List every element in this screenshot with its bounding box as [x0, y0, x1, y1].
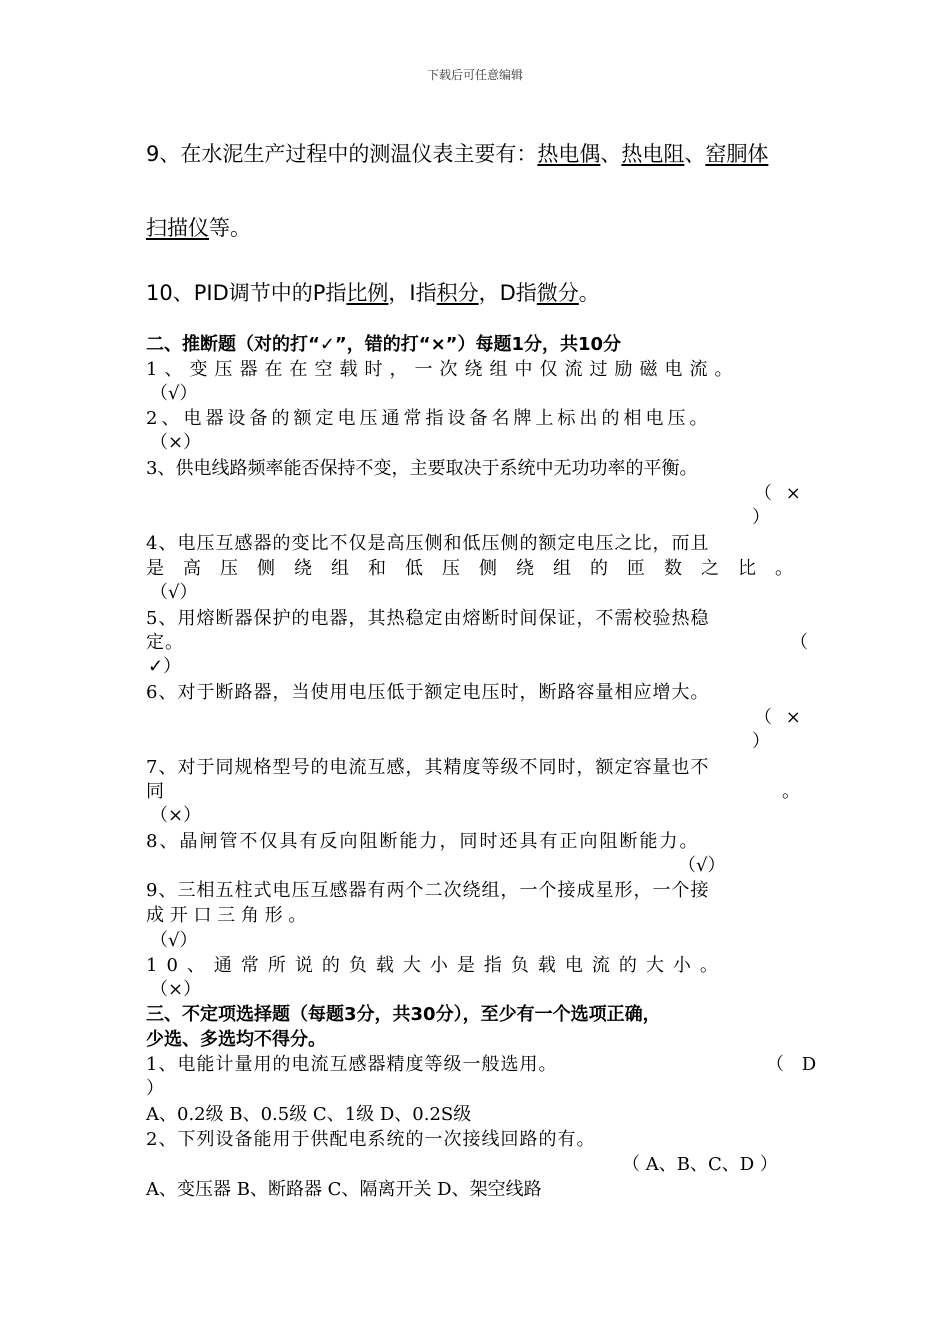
tf-item-9-text-2: 成 开 口 三 角 形 。: [146, 905, 307, 926]
q9-answer-3b: 扫描仪: [146, 216, 209, 240]
tf-item-1-answer: （√）: [150, 383, 198, 404]
q9-answer-1: 热电偶: [537, 142, 601, 166]
mc-q1-answer-close: ）: [146, 1078, 164, 1099]
section-3-title: 三、不定项选择题（每题3分，共30分），至少有一个选项正确，: [146, 1004, 661, 1025]
fill-question-10: [146, 277, 600, 307]
q9-suffix: 等。: [209, 216, 251, 240]
tf-item-3-answer-close: ）: [752, 507, 770, 528]
tf-item-4-text: 4、电压互感器的变比不仅是高压侧和低压侧的额定电压之比，而且: [146, 533, 710, 554]
q10-prefix: 10、PID调节中的P指: [146, 281, 347, 305]
tf-item-5-answer-open: （: [790, 632, 808, 653]
tf-item-5-answer: ✓）: [148, 656, 182, 677]
section-2-title: 二、推断题（对的打“✓”，错的打“×”）每题1分，共10分: [146, 334, 622, 355]
tf-item-2-text: 2、电器设备的额定电压通常指设备名牌上标出的相电压。: [146, 408, 712, 429]
mc-q2-options: A、变压器 B、断路器 C、隔离开关 D、架空线路: [146, 1179, 542, 1200]
tf-item-3-text: 3、供电线路频率能否保持不变，主要取决于系统中无功功率的平衡。: [146, 458, 698, 479]
tf-item-7-text-end: 。: [782, 781, 800, 802]
tf-item-6-answer: （ ×: [754, 707, 805, 728]
mc-q1-answer: （ D: [766, 1054, 823, 1075]
q10-mid-2: ，D指: [478, 281, 537, 305]
tf-item-7-text-2: 同: [146, 781, 165, 802]
tf-item-3-answer: （ ×: [754, 483, 805, 504]
mc-q2-text: 2、下列设备能用于供配电系统的一次接线回路的有。: [146, 1129, 596, 1150]
tf-item-5-text-2: 定。: [146, 632, 184, 653]
mc-q1-text: 1、电能计量用的电流互感器精度等级一般选用。: [146, 1054, 558, 1075]
tf-item-8-text: 8、晶闸管不仅具有反向阻断能力，同时还具有正向阻断能力。: [146, 831, 700, 852]
q9-prefix: 9、在水泥生产过程中的测温仪表主要有：: [146, 142, 538, 166]
tf-item-2-answer: （×）: [150, 432, 202, 453]
section-3-title-2: 少选、多选均不得分。: [146, 1029, 326, 1050]
mc-q1-options: A、0.2级 B、0.5级 C、1级 D、0.2S级: [146, 1104, 472, 1125]
tf-item-6-answer-close: ）: [752, 731, 770, 752]
tf-item-10-text: 10、通常所说的负载大小是指负载电流的大小。: [146, 955, 727, 976]
q10-answer-2: 积分: [436, 281, 479, 305]
fill-question-9-cont: [146, 212, 251, 242]
q9-sep-1: 、: [600, 142, 622, 166]
tf-item-1-text: 1、变压器在在空载时，一次绕组中仅流过励磁电流。: [146, 359, 740, 380]
tf-item-9-answer: （√）: [150, 930, 198, 951]
q10-suffix: 。: [578, 281, 600, 305]
tf-item-7-text: 7、对于同规格型号的电流互感，其精度等级不同时，额定容量也不: [146, 757, 710, 778]
tf-item-4-text-2: 是高压侧绕组和低压侧绕组的匝数之比。: [146, 558, 812, 579]
mc-q2-answer: （ A、B、C、D ）: [622, 1154, 778, 1175]
tf-item-8-answer: （√）: [678, 855, 726, 876]
q9-answer-3a: 窑胴体: [705, 142, 769, 166]
page-header: 下载后可任意编辑: [426, 68, 523, 82]
q10-answer-1: 比例: [346, 281, 389, 305]
tf-item-7-answer: （×）: [150, 805, 202, 826]
fill-question-9: [146, 138, 768, 168]
tf-item-6-text: 6、对于断路器，当使用电压低于额定电压时，断路容量相应增大。: [146, 682, 710, 703]
tf-item-5-text: 5、用熔断器保护的电器，其热稳定由熔断时间保证，不需校验热稳: [146, 608, 710, 629]
tf-item-4-answer: （√）: [150, 582, 198, 603]
q10-answer-3: 微分: [536, 281, 579, 305]
tf-item-10-answer: （×）: [150, 979, 202, 1000]
q10-mid-1: ，I指: [388, 281, 437, 305]
q9-sep-2: 、: [684, 142, 706, 166]
q9-answer-2: 热电阻: [621, 142, 685, 166]
tf-item-9-text: 9、三相五柱式电压互感器有两个二次绕组，一个接成星形，一个接: [146, 880, 710, 901]
